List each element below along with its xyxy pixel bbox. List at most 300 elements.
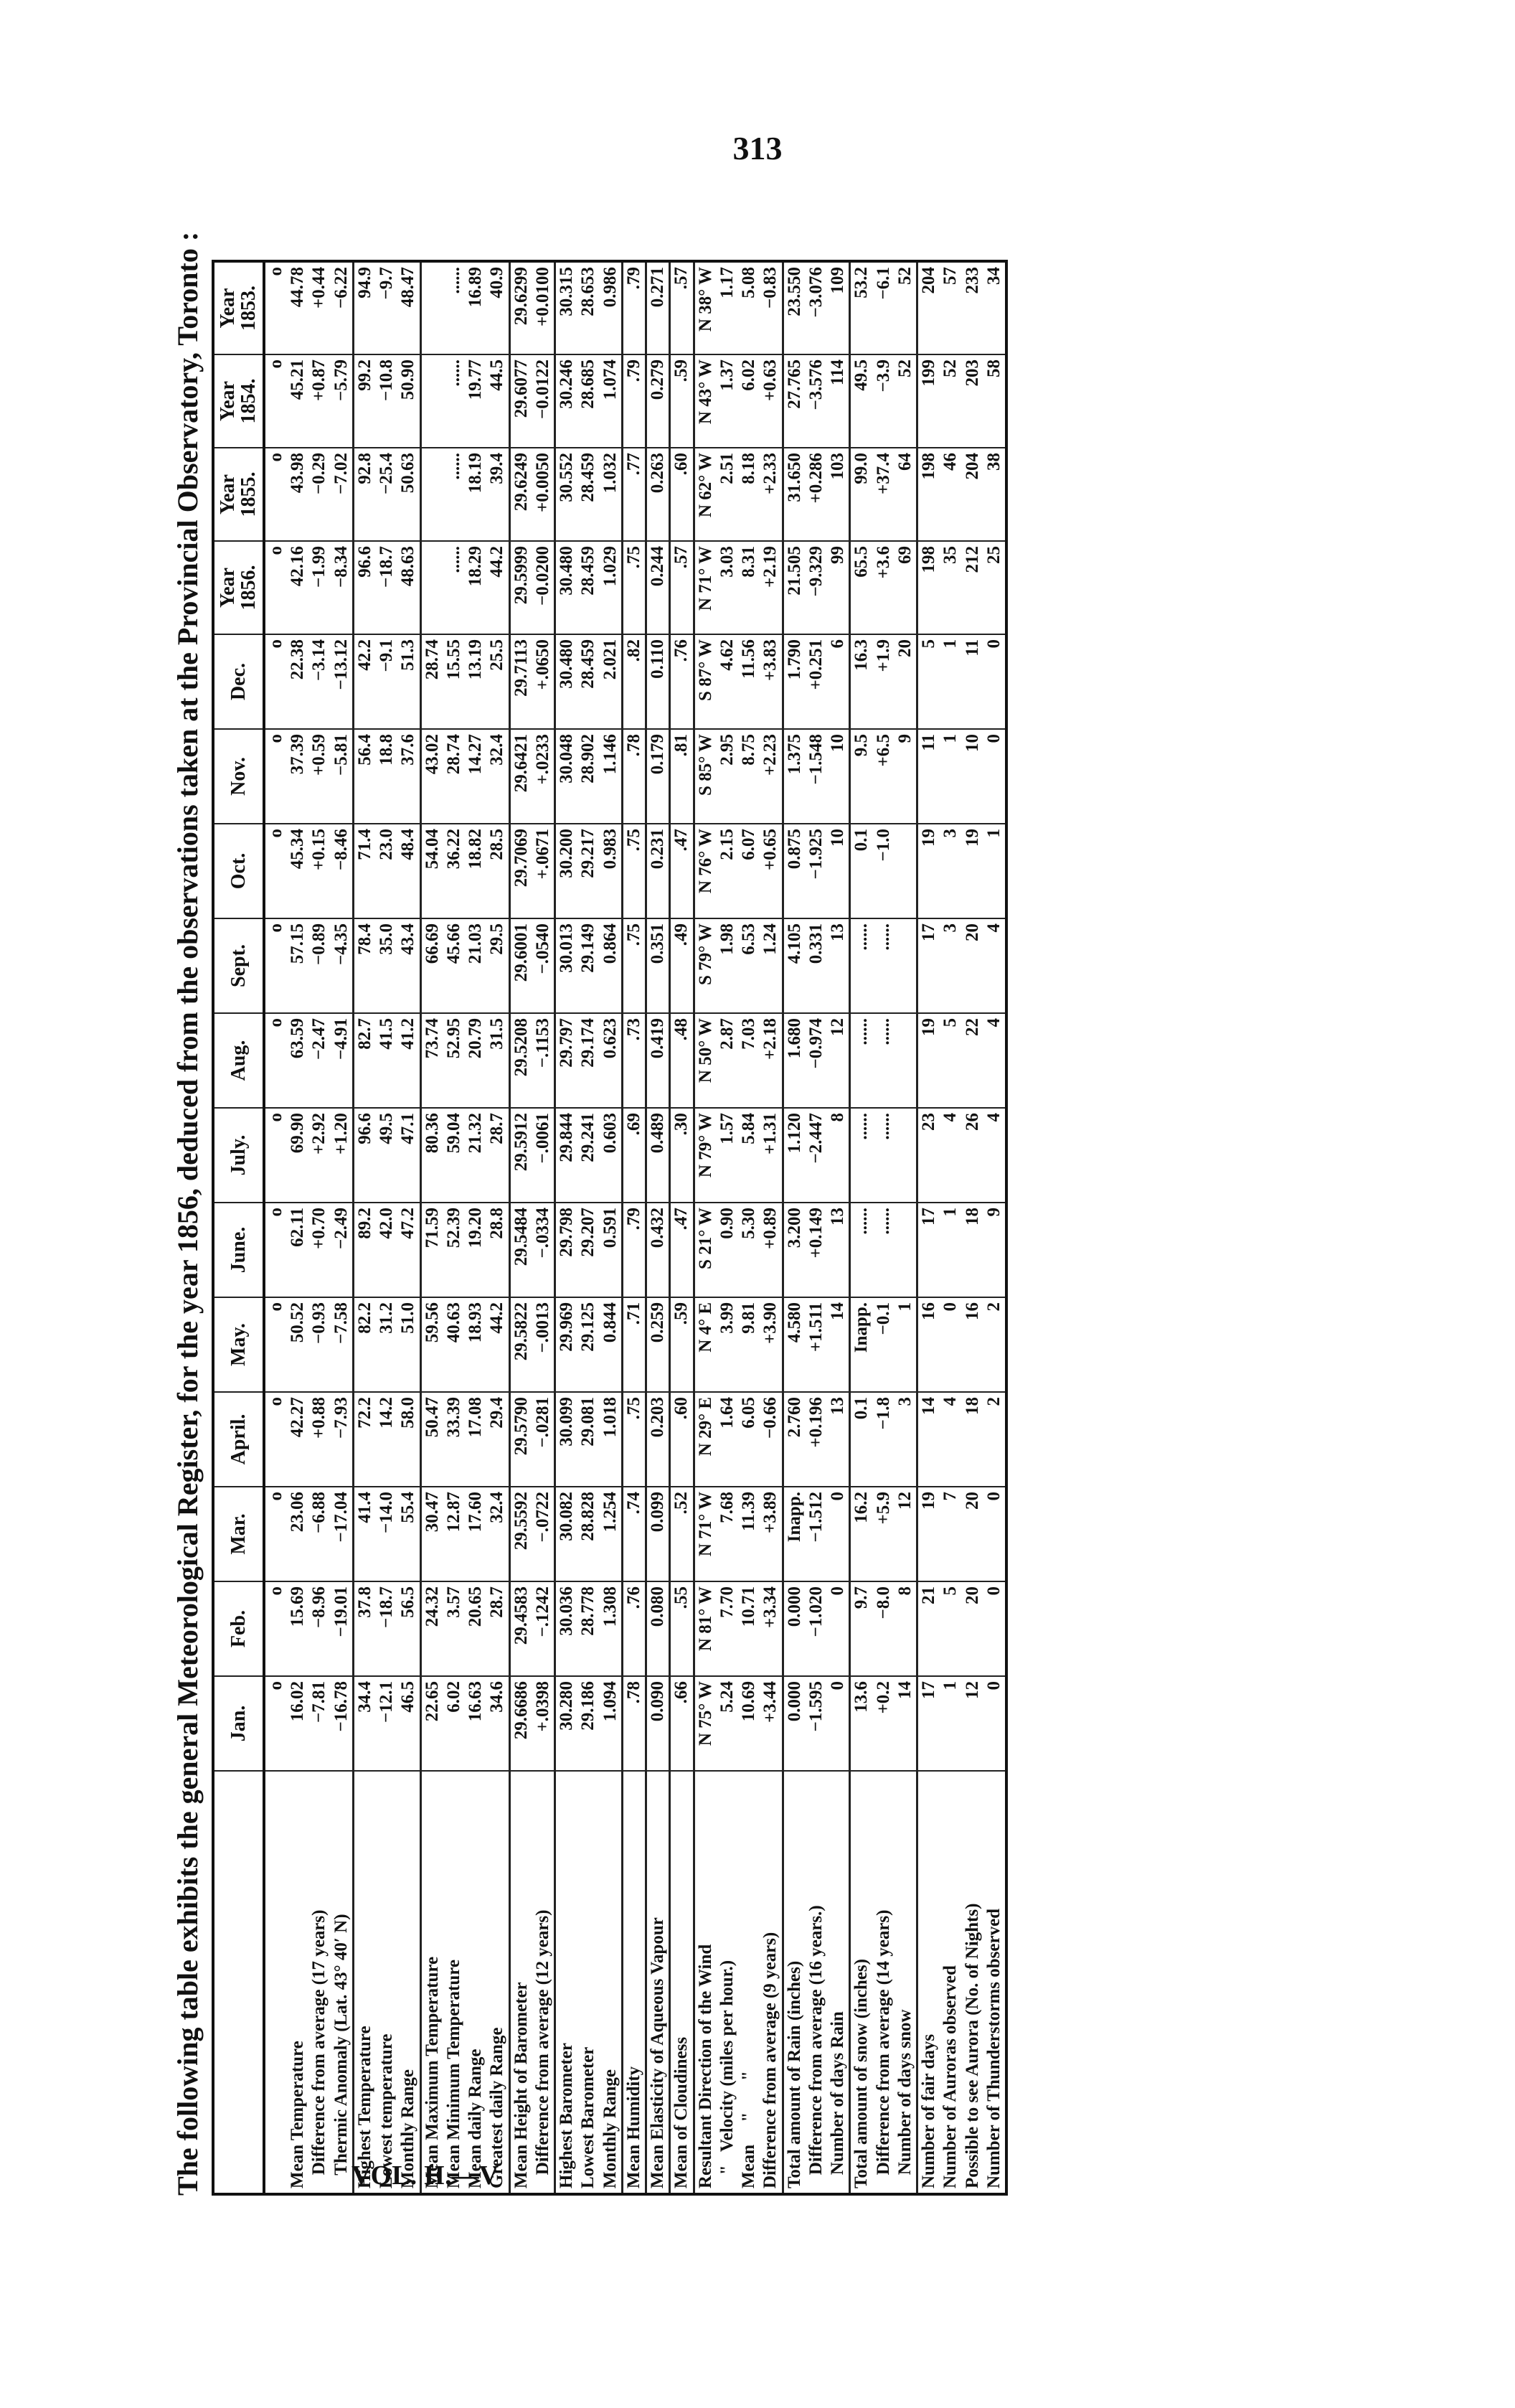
- table-cell: 30.480: [555, 541, 578, 634]
- table-cell: N 29° E: [694, 1392, 717, 1487]
- table-cell: 35: [940, 541, 961, 634]
- table-cell: 0: [983, 1676, 1006, 1771]
- table-cell: 52.39: [443, 1203, 465, 1297]
- table-row: [783, 261, 806, 2194]
- table-cell: 212: [962, 541, 983, 634]
- table-cell: −1.99: [308, 541, 330, 634]
- table-cell: 94.9: [353, 261, 376, 354]
- table-cell: 78.4: [353, 918, 376, 1013]
- table-cell: 19: [962, 824, 983, 918]
- table-cell: [420, 448, 443, 541]
- table-cell: 71.59: [420, 1203, 443, 1297]
- table-cell: 10.71: [738, 1581, 760, 1676]
- table-cell: −9.329: [806, 541, 827, 634]
- table-cell: 17.60: [465, 1487, 486, 1581]
- table-cell: 19.77: [465, 354, 486, 448]
- table-cell: 40.9: [486, 261, 509, 354]
- table-row: [308, 261, 330, 2194]
- table-cell: 0: [827, 1581, 850, 1676]
- table-cell: −1.925: [806, 824, 827, 918]
- table-cell: 1.146: [600, 729, 623, 824]
- table-cell: 114: [827, 354, 850, 448]
- table-cell: 45.34: [287, 824, 308, 918]
- table-cell: 28.828: [577, 1487, 599, 1581]
- table-cell: 1.120: [783, 1108, 806, 1203]
- table-cell: N 43° W: [694, 354, 717, 448]
- table-cell: 24.32: [420, 1581, 443, 1676]
- table-cell: 0.231: [646, 824, 670, 918]
- table-cell: −1.0: [873, 824, 895, 918]
- table-cell: −.0334: [532, 1203, 555, 1297]
- table-cell: 4: [940, 1392, 961, 1487]
- table-row: [532, 261, 555, 2194]
- table-cell: Inapp.: [850, 1297, 873, 1392]
- table-cell: 65.5: [850, 541, 873, 634]
- table-cell: 43.4: [397, 918, 420, 1013]
- table-cell: 22: [962, 1013, 983, 1108]
- table-cell: 5.24: [717, 1676, 738, 1771]
- table-cell: −.0722: [532, 1487, 555, 1581]
- table-cell: .79: [622, 354, 646, 448]
- table-cell: 59.04: [443, 1108, 465, 1203]
- table-cell: 1.375: [783, 729, 806, 824]
- table-cell: 29.6077: [509, 354, 532, 448]
- table-row: [694, 261, 717, 2194]
- table-cell: 19.20: [465, 1203, 486, 1297]
- table-cell: 19: [917, 824, 940, 918]
- table-cell: 8.18: [738, 448, 760, 541]
- table-cell: 5.08: [738, 261, 760, 354]
- row-label: Mean daily Range: [465, 1771, 486, 2194]
- table-cell: 1.37: [717, 354, 738, 448]
- table-cell: 28.459: [577, 448, 599, 541]
- table-cell: Inapp.: [783, 1487, 806, 1581]
- table-cell: 1.680: [783, 1013, 806, 1108]
- table-cell: .82: [622, 634, 646, 729]
- table-cell: ......: [443, 261, 465, 354]
- column-header: Year 1853.: [213, 261, 264, 354]
- table-cell: 41.4: [353, 1487, 376, 1581]
- table-row: [717, 261, 738, 2194]
- table-cell: 0.000: [783, 1581, 806, 1676]
- table-cell: .49: [670, 918, 694, 1013]
- table-cell: [420, 261, 443, 354]
- table-cell: 12: [962, 1676, 983, 1771]
- table-cell: 29.5912: [509, 1108, 532, 1203]
- table-cell: 7.03: [738, 1013, 760, 1108]
- table-row: [465, 261, 486, 2194]
- table-cell: 5: [940, 1581, 961, 1676]
- table-cell: 1.64: [717, 1392, 738, 1487]
- table-cell: 198: [917, 541, 940, 634]
- table-cell: 4: [940, 1108, 961, 1203]
- table-cell: 23.0: [376, 824, 397, 918]
- table-cell: 0.080: [646, 1581, 670, 1676]
- table-cell: −1.595: [806, 1676, 827, 1771]
- table-cell: 16: [962, 1297, 983, 1392]
- table-cell: 57: [940, 261, 961, 354]
- table-cell: 99.0: [850, 448, 873, 541]
- table-cell: 6: [827, 634, 850, 729]
- table-cell: 12: [827, 1013, 850, 1108]
- table-cell: +2.92: [308, 1108, 330, 1203]
- table-cell: 0.489: [646, 1108, 670, 1203]
- table-cell: +2.19: [760, 541, 783, 634]
- table-cell: N 71° W: [694, 541, 717, 634]
- table-cell: 10: [962, 729, 983, 824]
- table-cell: −0.29: [308, 448, 330, 541]
- row-label: Number of days snow: [895, 1771, 917, 2194]
- table-cell: −6.88: [308, 1487, 330, 1581]
- table-cell: 20.65: [465, 1581, 486, 1676]
- table-cell: −7.58: [331, 1297, 354, 1392]
- table-cell: 17: [917, 1203, 940, 1297]
- table-cell: 13: [827, 1203, 850, 1297]
- column-header: June.: [213, 1203, 264, 1297]
- table-cell: 2.51: [717, 448, 738, 541]
- table-cell: 6.05: [738, 1392, 760, 1487]
- row-label: Number of Thunderstorms observed: [983, 1771, 1006, 2194]
- table-cell: +0.63: [760, 354, 783, 448]
- table-cell: +0.251: [806, 634, 827, 729]
- table-cell: 38: [983, 448, 1006, 541]
- table-cell: 14.2: [376, 1392, 397, 1487]
- table-row: [486, 261, 509, 2194]
- table-cell: .57: [670, 261, 694, 354]
- table-cell: 0.603: [600, 1108, 623, 1203]
- table-cell: 0: [983, 729, 1006, 824]
- table-cell: 2.021: [600, 634, 623, 729]
- table-cell: 10: [827, 729, 850, 824]
- table-cell: 0.90: [717, 1203, 738, 1297]
- row-label: Mean Minimum Temperature: [443, 1771, 465, 2194]
- row-label: Highest Barometer: [555, 1771, 578, 2194]
- row-label: Number of days Rain: [827, 1771, 850, 2194]
- table-cell: +0.70: [308, 1203, 330, 1297]
- row-label: [264, 1771, 287, 2194]
- table-cell: −7.93: [331, 1392, 354, 1487]
- table-cell: −0.0122: [532, 354, 555, 448]
- table-cell: 14: [895, 1676, 917, 1771]
- table-cell: [895, 918, 917, 1013]
- row-label: Mean Elasticity of Aqueous Vapour: [646, 1771, 670, 2194]
- table-cell: o: [264, 541, 287, 634]
- table-cell: 44.2: [486, 1297, 509, 1392]
- table-cell: +.0398: [532, 1676, 555, 1771]
- table-cell: 52: [895, 261, 917, 354]
- table-cell: 29.969: [555, 1297, 578, 1392]
- table-cell: 20: [962, 1487, 983, 1581]
- table-cell: 15.69: [287, 1581, 308, 1676]
- table-cell: 18.8: [376, 729, 397, 824]
- table-cell: 37.39: [287, 729, 308, 824]
- table-cell: −9.1: [376, 634, 397, 729]
- table-row: [353, 261, 376, 2194]
- table-cell: 29.125: [577, 1297, 599, 1392]
- table-cell: 1.24: [760, 918, 783, 1013]
- column-header: Feb.: [213, 1581, 264, 1676]
- table-cell: +0.2: [873, 1676, 895, 1771]
- table-cell: 16.3: [850, 634, 873, 729]
- table-cell: 1.308: [600, 1581, 623, 1676]
- table-cell: 203: [962, 354, 983, 448]
- table-cell: 34: [983, 261, 1006, 354]
- table-cell: ......: [443, 354, 465, 448]
- table-cell: 6.02: [738, 354, 760, 448]
- table-cell: ......: [850, 1108, 873, 1203]
- table-cell: −18.7: [376, 541, 397, 634]
- table-cell: −16.78: [331, 1676, 354, 1771]
- table-cell: 31.5: [486, 1013, 509, 1108]
- table-cell: 8.31: [738, 541, 760, 634]
- table-cell: .81: [670, 729, 694, 824]
- table-cell: +2.23: [760, 729, 783, 824]
- table-cell: 18: [962, 1203, 983, 1297]
- table-cell: +0.87: [308, 354, 330, 448]
- table-cell: 10: [827, 824, 850, 918]
- table-cell: o: [264, 1108, 287, 1203]
- table-cell: .30: [670, 1108, 694, 1203]
- table-cell: [895, 1203, 917, 1297]
- table-cell: 29.5592: [509, 1487, 532, 1581]
- table-cell: 4: [983, 1013, 1006, 1108]
- table-cell: 28.74: [443, 729, 465, 824]
- table-cell: 30.552: [555, 448, 578, 541]
- table-cell: 29.5999: [509, 541, 532, 634]
- table-cell: 1.17: [717, 261, 738, 354]
- table-cell: −7.02: [331, 448, 354, 541]
- table-cell: 17: [917, 1676, 940, 1771]
- table-cell: −6.1: [873, 261, 895, 354]
- table-cell: 8: [895, 1581, 917, 1676]
- row-label: Mean " ": [738, 1771, 760, 2194]
- table-cell: 96.6: [353, 541, 376, 634]
- row-label: Mean Maximum Temperature: [420, 1771, 443, 2194]
- table-cell: 29.149: [577, 918, 599, 1013]
- table-cell: 16.2: [850, 1487, 873, 1581]
- table-cell: .47: [670, 824, 694, 918]
- row-label: Thermic Anomaly (Lat. 43° 40′ N): [331, 1771, 354, 2194]
- table-cell: 55.4: [397, 1487, 420, 1581]
- table-cell: 29.081: [577, 1392, 599, 1487]
- table-cell: −4.91: [331, 1013, 354, 1108]
- table-cell: 204: [962, 448, 983, 541]
- table-row: [873, 261, 895, 2194]
- table-cell: 5.30: [738, 1203, 760, 1297]
- table-cell: 56.5: [397, 1581, 420, 1676]
- table-cell: 42.0: [376, 1203, 397, 1297]
- table-cell: 39.4: [486, 448, 509, 541]
- table-cell: 62.11: [287, 1203, 308, 1297]
- row-label: Greatest daily Range: [486, 1771, 509, 2194]
- table-cell: −9.7: [376, 261, 397, 354]
- table-cell: 28.778: [577, 1581, 599, 1676]
- table-cell: 0.331: [806, 918, 827, 1013]
- table-cell: +3.44: [760, 1676, 783, 1771]
- table-cell: 0: [940, 1297, 961, 1392]
- table-cell: +2.33: [760, 448, 783, 541]
- table-cell: 11.39: [738, 1487, 760, 1581]
- table-cell: .73: [622, 1013, 646, 1108]
- table-cell: .48: [670, 1013, 694, 1108]
- table-cell: 4.62: [717, 634, 738, 729]
- header-row: [213, 261, 264, 2194]
- table-cell: +0.59: [308, 729, 330, 824]
- table-cell: .47: [670, 1203, 694, 1297]
- table-cell: −4.35: [331, 918, 354, 1013]
- table-cell: o: [264, 918, 287, 1013]
- table-cell: 50.52: [287, 1297, 308, 1392]
- table-row: [646, 261, 670, 2194]
- table-cell: −3.076: [806, 261, 827, 354]
- table-cell: S 21° W: [694, 1203, 717, 1297]
- table-cell: −2.49: [331, 1203, 354, 1297]
- table-cell: .75: [622, 824, 646, 918]
- table-row: [600, 261, 623, 2194]
- table-cell: [895, 1013, 917, 1108]
- table-cell: 29.6001: [509, 918, 532, 1013]
- row-label: Possible to see Aurora (No. of Nights): [962, 1771, 983, 2194]
- table-cell: 0.271: [646, 261, 670, 354]
- row-label: Mean Temperature: [287, 1771, 308, 2194]
- table-cell: 11: [962, 634, 983, 729]
- table-cell: 5: [940, 1013, 961, 1108]
- table-cell: −1.8: [873, 1392, 895, 1487]
- table-cell: 198: [917, 448, 940, 541]
- table-cell: 22.65: [420, 1676, 443, 1771]
- table-cell: 29.844: [555, 1108, 578, 1203]
- table-cell: −0.89: [308, 918, 330, 1013]
- table-cell: −18.7: [376, 1581, 397, 1676]
- table-cell: 48.47: [397, 261, 420, 354]
- table-row: [264, 261, 287, 2194]
- table-cell: 56.4: [353, 729, 376, 824]
- table-cell: 30.246: [555, 354, 578, 448]
- table-cell: −0.1: [873, 1297, 895, 1392]
- table-cell: 1.074: [600, 354, 623, 448]
- table-cell: .60: [670, 448, 694, 541]
- column-header: July.: [213, 1108, 264, 1203]
- table-cell: 17.08: [465, 1392, 486, 1487]
- table-cell: 25.5: [486, 634, 509, 729]
- table-cell: 66.69: [420, 918, 443, 1013]
- table-cell: 28.8: [486, 1203, 509, 1297]
- table-cell: 40.63: [443, 1297, 465, 1392]
- table-cell: 26: [962, 1108, 983, 1203]
- table-cell: 43.98: [287, 448, 308, 541]
- table-cell: S 79° W: [694, 918, 717, 1013]
- table-cell: 0.099: [646, 1487, 670, 1581]
- table-cell: N 38° W: [694, 261, 717, 354]
- table-row: [850, 261, 873, 2194]
- table-cell: ......: [850, 918, 873, 1013]
- row-label: Difference from average (14 years): [873, 1771, 895, 2194]
- table-cell: 3.200: [783, 1203, 806, 1297]
- table-cell: 1: [940, 729, 961, 824]
- table-cell: +3.34: [760, 1581, 783, 1676]
- table-cell: 0.986: [600, 261, 623, 354]
- table-row: [555, 261, 578, 2194]
- column-header: Year 1856.: [213, 541, 264, 634]
- table-cell: 9.5: [850, 729, 873, 824]
- table-cell: +0.44: [308, 261, 330, 354]
- table-cell: 29.5484: [509, 1203, 532, 1297]
- table-cell: 7.70: [717, 1581, 738, 1676]
- table-cell: 0.244: [646, 541, 670, 634]
- table-cell: o: [264, 824, 287, 918]
- table-cell: 5.84: [738, 1108, 760, 1203]
- table-cell: 29.6421: [509, 729, 532, 824]
- row-label: Resultant Direction of the Wind: [694, 1771, 717, 2194]
- table-cell: ......: [873, 1108, 895, 1203]
- table-cell: o: [264, 1013, 287, 1108]
- table-cell: 4.580: [783, 1297, 806, 1392]
- table-cell: 58: [983, 354, 1006, 448]
- table-cell: o: [264, 1297, 287, 1392]
- row-label: Number of Auroras observed: [940, 1771, 961, 2194]
- table-cell: 29.5822: [509, 1297, 532, 1392]
- table-cell: 42.16: [287, 541, 308, 634]
- table-cell: 0.1: [850, 1392, 873, 1487]
- table-cell: 16: [917, 1297, 940, 1392]
- table-cell: 14: [827, 1297, 850, 1392]
- table-cell: 2.760: [783, 1392, 806, 1487]
- table-cell: +6.5: [873, 729, 895, 824]
- row-label: Difference from average (17 years): [308, 1771, 330, 2194]
- table-cell: .75: [622, 1392, 646, 1487]
- table-cell: 53.2: [850, 261, 873, 354]
- table-cell: 43.02: [420, 729, 443, 824]
- table-row: [940, 261, 961, 2194]
- table-cell: 1.029: [600, 541, 623, 634]
- table-row: [577, 261, 599, 2194]
- table-cell: 34.4: [353, 1676, 376, 1771]
- column-header: Aug.: [213, 1013, 264, 1108]
- table-cell: 47.2: [397, 1203, 420, 1297]
- column-header: Nov.: [213, 729, 264, 824]
- table-cell: +.0650: [532, 634, 555, 729]
- table-cell: 51.3: [397, 634, 420, 729]
- table-cell: N 50° W: [694, 1013, 717, 1108]
- table-row: [895, 261, 917, 2194]
- table-cell: 46: [940, 448, 961, 541]
- table-cell: 12.87: [443, 1487, 465, 1581]
- table-cell: −.1153: [532, 1013, 555, 1108]
- table-cell: 1: [983, 824, 1006, 918]
- table-cell: 42.27: [287, 1392, 308, 1487]
- table-cell: 11.56: [738, 634, 760, 729]
- table-cell: 6.07: [738, 824, 760, 918]
- table-cell: 23: [917, 1108, 940, 1203]
- table-cell: ......: [443, 448, 465, 541]
- table-cell: −.0013: [532, 1297, 555, 1392]
- table-cell: 13.6: [850, 1676, 873, 1771]
- column-header: April.: [213, 1392, 264, 1487]
- table-cell: −8.34: [331, 541, 354, 634]
- rotated-register: [171, 201, 1275, 2196]
- table-cell: .75: [622, 541, 646, 634]
- table-cell: −12.1: [376, 1676, 397, 1771]
- column-header: Sept.: [213, 918, 264, 1013]
- table-cell: 96.6: [353, 1108, 376, 1203]
- table-cell: .66: [670, 1676, 694, 1771]
- table-cell: 18.93: [465, 1297, 486, 1392]
- table-cell: 42.2: [353, 634, 376, 729]
- table-row: [983, 261, 1006, 2194]
- table-cell: 49.5: [376, 1108, 397, 1203]
- table-cell: .69: [622, 1108, 646, 1203]
- table-cell: 28.74: [420, 634, 443, 729]
